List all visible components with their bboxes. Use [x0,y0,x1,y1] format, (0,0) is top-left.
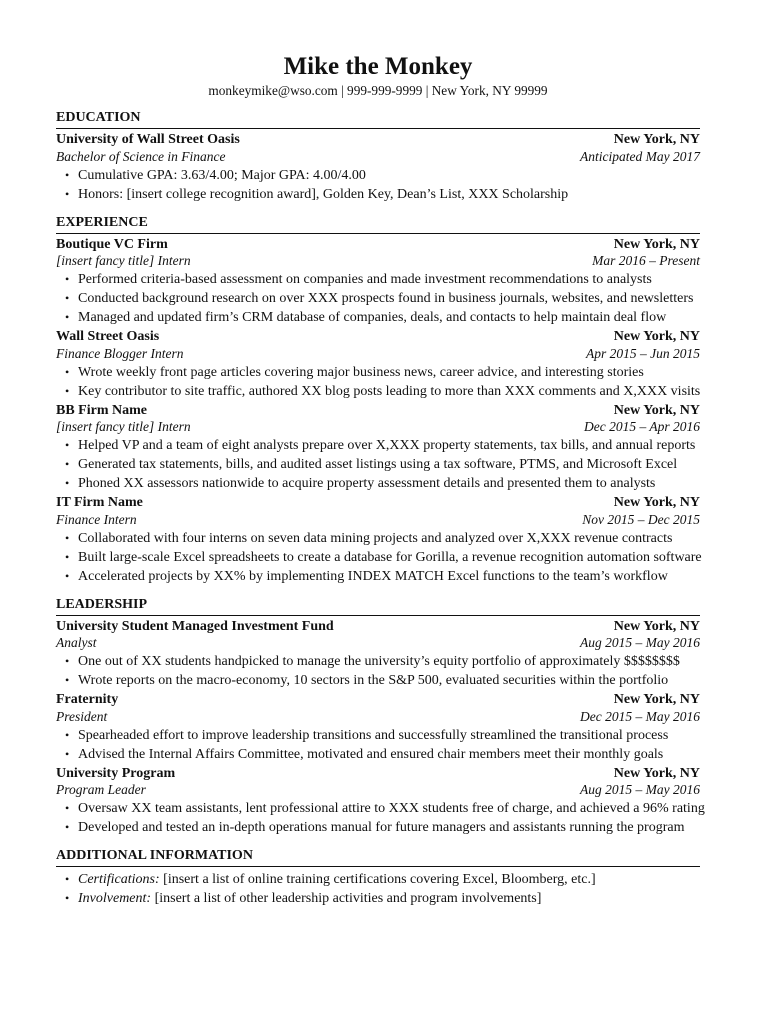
date-range: Nov 2015 – Dec 2015 [582,511,700,527]
bullet-text: Managed and updated firm’s CRM database of companies, deals, and contacts to help maintain deal flow [78,310,667,325]
additional-label: Involvement: [78,891,152,906]
resume-page [56,52,705,910]
entry-header-row [56,329,700,346]
bullet-list [56,363,700,401]
entry-header-row [56,766,700,783]
location: New York, NY [613,236,700,252]
section-education [56,110,700,204]
date-range: Apr 2015 – Jun 2015 [586,345,700,361]
bullet-item [65,474,700,493]
organization-name: University Program [56,765,176,781]
bullet-item [65,745,700,764]
entries-container [56,132,700,204]
location: New York, NY [613,132,700,147]
role-title: Bachelor of Science in Finance [56,148,226,164]
entries-container [56,237,700,586]
entry-subheader-row [56,709,700,725]
bullet-item [65,818,700,837]
entry [56,765,705,838]
bullet-icon: • [65,727,70,742]
bullet-icon: • [65,801,70,815]
bullet-item [65,652,700,671]
role-title: Finance Blogger Intern [56,345,184,361]
bullet-list [56,652,700,690]
entry-header-row [56,619,700,636]
bullet-item [65,166,700,185]
role-title: Finance Intern [56,511,137,527]
entry [56,403,700,494]
entry-header-row [56,495,700,512]
section-title: ADDITIONAL INFORMATION [56,848,700,867]
bullet-icon: • [65,476,70,490]
location: New York, NY [613,495,700,510]
entry [56,495,700,586]
additional-item [65,870,700,889]
role-title: Program Leader [56,782,146,797]
bullet-icon: • [65,654,70,668]
bullet-text: Built large-scale Excel spreadsheets to create a database for Gorilla, a revenue recognition automation software [78,549,702,565]
bullet-item [65,799,705,818]
bullet-text: Wrote reports on the macro-economy, 10 sectors in the S&P 500, evaluated securities within the portfolio [78,673,669,688]
bullet-icon: • [65,457,70,471]
bullet-text: Advised the Internal Affairs Committee, motivated and ensured chair members meet their monthly goals [78,746,664,762]
bullet-item [65,567,700,586]
bullet-item [65,289,700,308]
entry-header-row [56,403,700,420]
bullet-item [65,382,701,401]
bullet-text: Honors: [insert college recognition award], Golden Key, Dean’s List, XXX Scholarship [78,186,569,202]
bullet-icon: • [65,291,70,305]
bullet-icon: • [65,673,70,687]
date-range: Dec 2015 – Apr 2016 [584,419,700,434]
bullet-item [65,529,700,548]
entry-header-row [56,132,700,149]
bullet-icon: • [65,746,70,761]
bullet-text: Conducted background research on over XXX prospects found in business journals, websites, and newsletters [78,291,694,306]
bullet-icon: • [65,891,70,905]
entry-subheader-row [56,419,700,435]
additional-label: Certifications: [78,872,160,887]
location: New York, NY [613,402,700,418]
resume-name: Mike the Monkey [283,53,473,80]
entry [56,692,700,764]
bullet-icon: • [65,820,70,834]
entry-subheader-row [56,253,700,269]
bullet-text: Helped VP and a team of eight analysts prepare over X,XXX property statements, tax bills, and annual reports [78,438,696,453]
bullet-item [65,185,700,204]
organization-name: BB Firm Name [56,402,147,418]
organization-name: University of Wall Street Oasis [56,132,240,147]
organization-name: Boutique VC Firm [56,236,168,252]
date-range: Mar 2016 – Present [592,253,700,268]
bullet-text: Cumulative GPA: 3.63/4.00; Major GPA: 4.00/4.00 [78,167,366,183]
entry-subheader-row [56,782,700,798]
bullet-icon: • [65,272,70,286]
entry [56,329,700,401]
organization-name: Fraternity [56,692,119,707]
bullet-list [56,436,700,493]
bullet-item [65,548,702,567]
bullet-item [65,671,700,690]
bullet-item [65,726,700,745]
entry [56,237,700,328]
bullet-text: Generated tax statements, bills, and audited asset listings using a tax software, PTMS, and Microsoft Excel [78,457,678,472]
section-leadership [56,596,705,838]
date-range: Anticipated May 2017 [580,148,700,164]
entry [56,619,700,691]
location: New York, NY [613,618,700,634]
contact-line: monkeymike@wso.com | 999-999-9999 | New York, NY 99999 [208,83,548,98]
additional-text: [insert a list of other leadership activities and program involvements] [151,891,542,906]
role-title: Analyst [56,635,97,650]
additional-text: [insert a list of online training certifications covering Excel, Bloomberg, etc.] [159,872,596,887]
bullet-text: Performed criteria-based assessment on companies and made investment recommendations to analysts [78,272,652,287]
section-title: EXPERIENCE [56,215,700,234]
bullet-icon: • [65,383,70,398]
entry-subheader-row [56,346,700,362]
bullet-text: Wrote weekly front page articles covering major business news, career advice, and interesting stories [78,364,644,380]
entry [56,132,700,204]
bullet-list [56,726,700,764]
bullet-list [56,270,700,327]
location: New York, NY [613,692,700,707]
date-range: Dec 2015 – May 2016 [580,708,700,724]
section-title: LEADERSHIP [56,597,700,616]
bullet-text: Accelerated projects by XX% by implementing INDEX MATCH Excel functions to the team’s workflow [78,568,668,584]
bullet-item [65,455,700,474]
section-additional-information [56,848,700,908]
bullet-text: Spearheaded effort to improve leadership transitions and successfully streamlined the transitional process [78,727,669,743]
entry-header-row [56,237,700,254]
bullet-text: Developed and tested an in-depth operations manual for future managers and assistants running the program [78,820,685,835]
section-title: EDUCATION [56,110,700,129]
bullet-text: Collaborated with four interns on seven data mining projects and analyzed over X,XXX revenue contracts [78,530,673,546]
role-title: [insert fancy title] Intern [56,419,191,434]
organization-name: IT Firm Name [56,495,143,510]
bullet-icon: • [65,364,70,379]
bullet-list [56,529,700,586]
bullet-item [65,270,700,289]
bullet-text: Oversaw XX team assistants, lent professional attire to XXX students free of charge, and achieved a 96% rating [78,801,705,816]
entries-container [56,618,705,838]
role-title: President [56,708,108,724]
organization-name: Wall Street Oasis [56,329,160,344]
bullet-icon: • [65,549,70,564]
bullet-text: One out of XX students handpicked to manage the university’s equity portfolio of approximately $$$$$$$$ [78,654,680,669]
bullet-icon: • [65,310,70,324]
bullet-list [56,799,705,837]
bullet-item [65,436,700,455]
entry-header-row [56,692,700,709]
bullet-icon: • [65,530,70,545]
bullet-item [65,308,700,327]
bullet-icon: • [65,872,70,886]
bullet-text: Key contributor to site traffic, authored XX blog posts leading to more than XXX comments and X,XXX visits [78,383,701,399]
date-range: Aug 2015 – May 2016 [580,635,700,650]
bullet-icon: • [65,186,70,201]
additional-item [65,889,700,908]
bullet-icon: • [65,568,70,583]
location: New York, NY [613,329,700,344]
organization-name: University Student Managed Investment Fund [56,618,334,634]
entry-subheader-row [56,512,700,528]
entry-subheader-row [56,149,700,165]
role-title: [insert fancy title] Intern [56,253,191,268]
bullet-list [56,166,700,204]
entry-subheader-row [56,635,700,651]
section-experience [56,215,700,586]
bullet-icon: • [65,438,70,452]
bullet-text: Phoned XX assessors nationwide to acquire property assessment details and presented them to analysts [78,476,656,491]
bullet-item [65,363,700,382]
location: New York, NY [613,765,700,781]
date-range: Aug 2015 – May 2016 [580,782,700,797]
bullet-icon: • [65,167,70,182]
additional-list [56,870,700,908]
